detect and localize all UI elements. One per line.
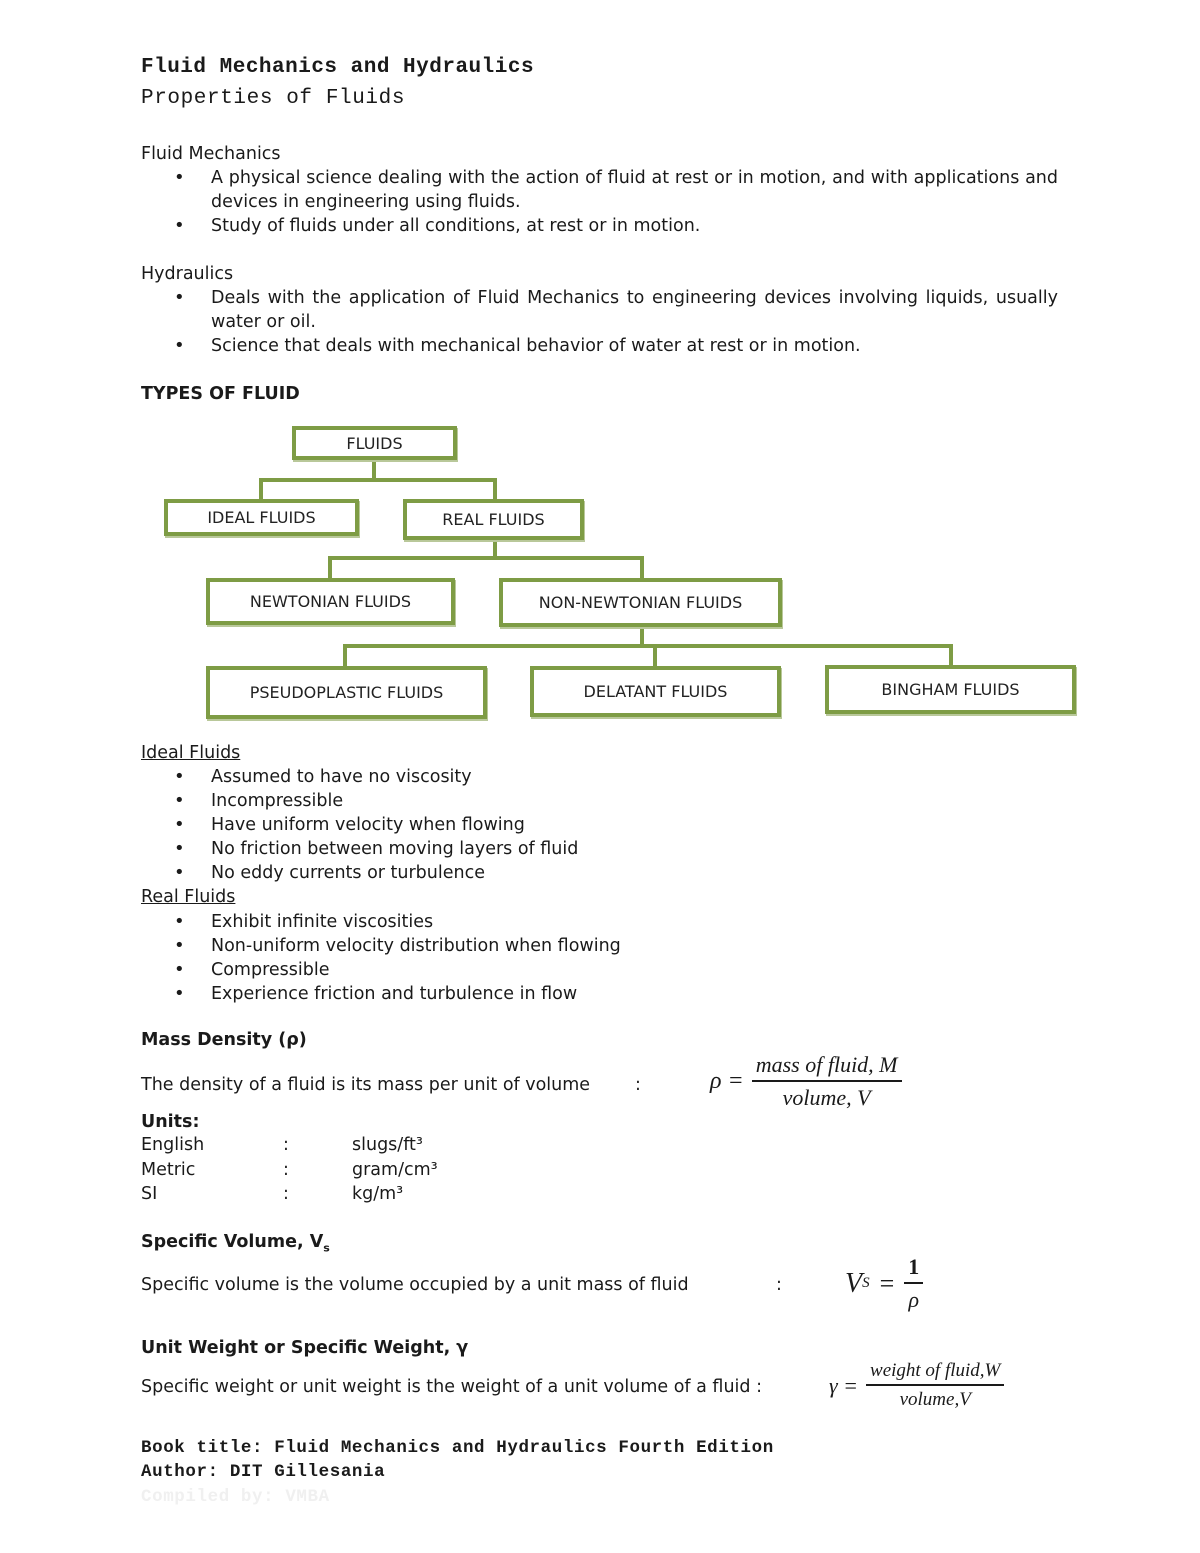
footer-author: Author: DIT Gillesania [141,1462,386,1482]
list-item: • Exhibit infinite viscosities [141,910,1041,934]
formula-numerator: 1 [904,1254,923,1284]
fluid-types-connectors [0,0,1200,760]
footer-compiled-by: Compiled by: VMBA [141,1487,330,1507]
list-item: • Science that deals with mechanical behavior of water at rest or in motion. [141,334,1058,358]
formula-lhs-subscript: S [862,1275,870,1291]
hydraulics-heading: Hydraulics [141,264,234,284]
unit-separator: : [283,1184,289,1204]
formula-numerator: weight of fluid,W [866,1360,1004,1386]
list-item: • No eddy currents or turbulence [141,861,1041,885]
heading-subscript: s [323,1241,330,1255]
types-of-fluid-heading: TYPES OF FLUID [141,384,300,404]
unit-value: gram/cm³ [352,1160,438,1180]
mass-density-heading: Mass Density (ρ) [141,1030,307,1050]
formula-lhs: ρ = [710,1068,744,1094]
node-ideal-fluids: IDEAL FLUIDS [164,499,359,536]
unit-separator: : [283,1135,289,1155]
specific-weight-heading: Unit Weight or Specific Weight, γ [141,1338,469,1358]
unit-value: slugs/ft³ [352,1135,423,1155]
node-pseudoplastic-fluids: PSEUDOPLASTIC FLUIDS [206,666,487,719]
node-newtonian-fluids: NEWTONIAN FLUIDS [206,578,455,625]
document-title: Fluid Mechanics and Hydraulics [141,56,535,79]
unit-system: English [141,1135,205,1155]
mass-density-colon: : [635,1075,641,1095]
formula-lhs: V [845,1267,863,1299]
node-real-fluids: REAL FLUIDS [403,499,584,540]
formula-denominator: ρ [908,1287,920,1312]
mass-density-formula [710,1052,902,1111]
list-item: • No friction between moving layers of fluid [141,837,1041,861]
specific-weight-formula [829,1360,1004,1411]
formula-lhs: γ = [829,1372,859,1398]
ideal-fluids-heading: Ideal Fluids [141,743,241,763]
formula-fraction [904,1254,923,1313]
list-item: • Deals with the application of Fluid Mechanics to engineering devices involving liquids, usually water or oil. [141,286,1058,334]
node-delatant-fluids: DELATANT FLUIDS [530,666,781,717]
specific-volume-description: Specific volume is the volume occupied by a unit mass of fluid [141,1275,689,1295]
specific-weight-description: Specific weight or unit weight is the weight of a unit volume of a fluid : [141,1377,762,1397]
specific-volume-formula [845,1254,923,1313]
document-subtitle: Properties of Fluids [141,87,406,110]
specific-volume-colon: : [776,1275,782,1295]
list-item: • Have uniform velocity when flowing [141,813,1041,837]
unit-value: kg/m³ [352,1184,404,1204]
specific-volume-heading [141,1232,330,1255]
list-item: • Compressible [141,958,1041,982]
units-label: Units: [141,1112,200,1132]
unit-separator: : [283,1160,289,1180]
formula-fraction [752,1052,902,1111]
real-fluids-list [141,910,1041,1006]
formula-equals: = [879,1268,895,1298]
formula-denominator: volume, V [782,1085,871,1110]
formula-denominator: volume,V [899,1389,971,1410]
heading-text: Specific Volume, V [141,1232,324,1252]
fluid-mechanics-heading: Fluid Mechanics [141,144,281,164]
list-item: • Assumed to have no viscosity [141,765,1041,789]
node-fluids: FLUIDS [292,426,457,460]
mass-density-description: The density of a fluid is its mass per unit of volume [141,1075,591,1095]
unit-system: SI [141,1184,158,1204]
list-item: • Study of fluids under all conditions, at rest or in motion. [141,214,1058,238]
formula-numerator: mass of fluid, M [752,1052,902,1082]
node-bingham-fluids: BINGHAM FLUIDS [825,665,1076,714]
list-item: • Experience friction and turbulence in flow [141,982,1041,1006]
list-item: • A physical science dealing with the action of fluid at rest or in motion, and with applications and devices in engineering using fluids. [141,166,1058,214]
node-non-newtonian-fluids: NON-NEWTONIAN FLUIDS [499,578,782,627]
list-item: • Incompressible [141,789,1041,813]
list-item: • Non-uniform velocity distribution when flowing [141,934,1041,958]
footer-book-title: Book title: Fluid Mechanics and Hydraulics Fourth Edition [141,1438,774,1458]
ideal-fluids-list [141,765,1041,885]
formula-fraction [866,1360,1004,1411]
real-fluids-heading: Real Fluids [141,887,236,907]
unit-system: Metric [141,1160,196,1180]
